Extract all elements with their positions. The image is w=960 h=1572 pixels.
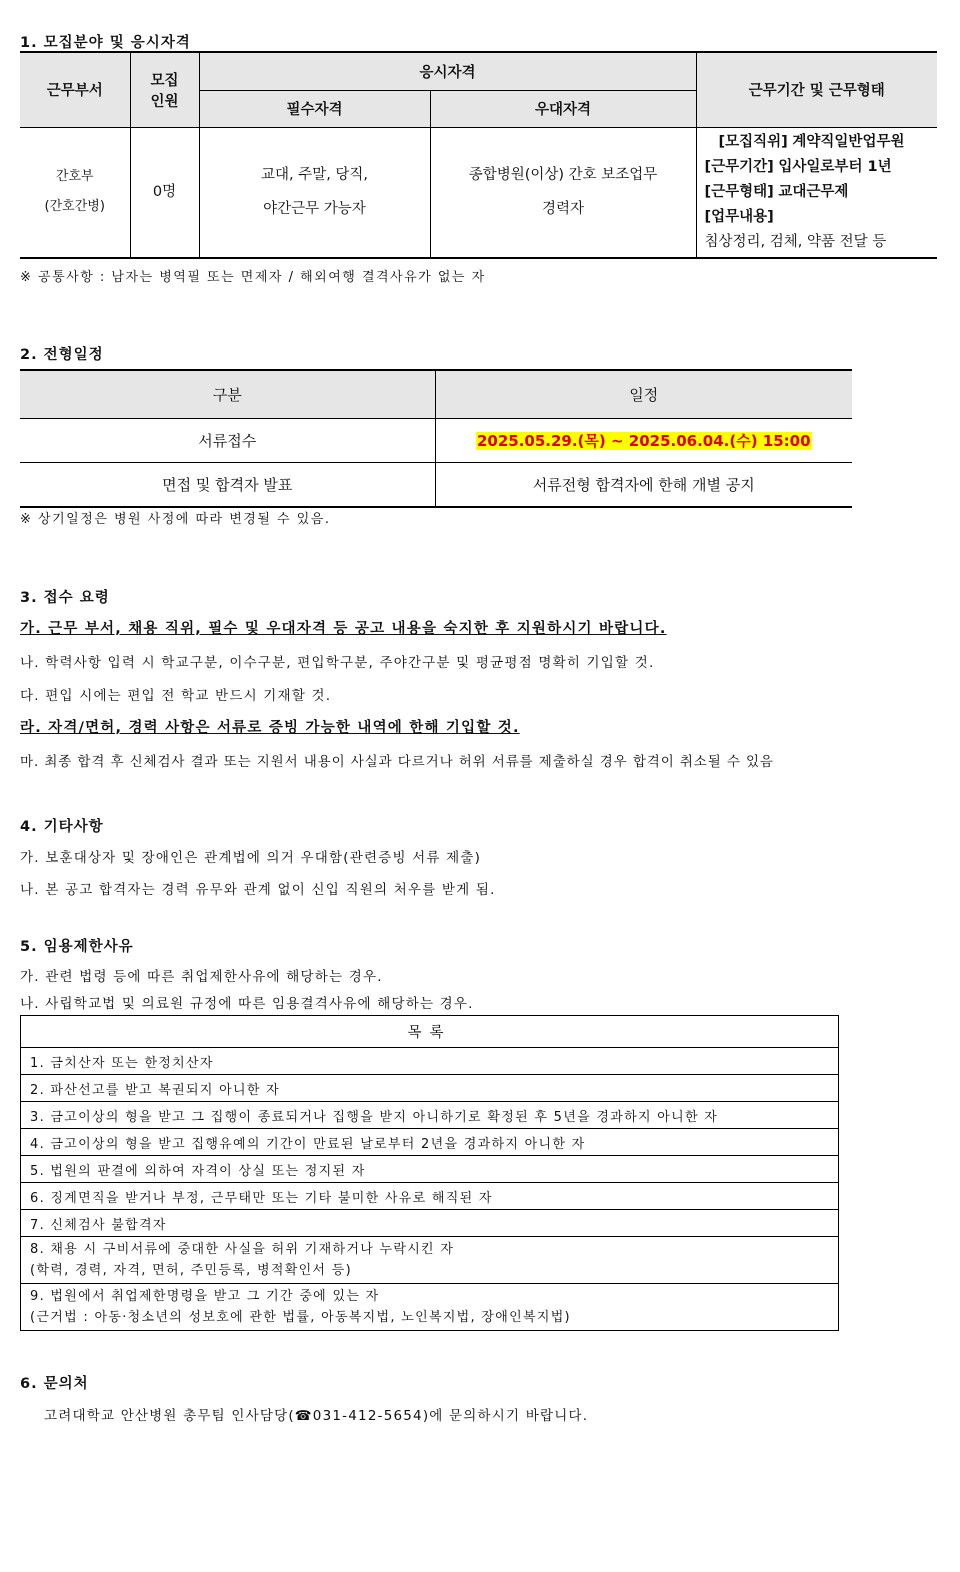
application-period: 2025.05.29.(목) ~ 2025.06.04.(수) 15:00: [476, 432, 811, 450]
apply-item-b: 나. 학력사항 입력 시 학교구분, 이수구분, 편입학구분, 주야간구분 및 평균평점 명확히 기입할 것.: [20, 655, 655, 671]
header-preferred: 우대자격: [430, 90, 696, 127]
apply-item-a: 가. 근무 부서, 채용 직위, 필수 및 우대자격 등 공고 내용을 숙지한 후 지원하시기 바랍니다.: [20, 621, 667, 637]
section-3-heading: 3. 접수 요령: [20, 590, 110, 606]
recruitment-table: [20, 51, 937, 259]
schedule-header-category: 구분: [20, 370, 435, 419]
section-2-heading: 2. 전형일정: [20, 347, 104, 363]
schedule-row2-date: 서류전형 합격자에 한해 개별 공지: [435, 463, 852, 508]
cell-preferred: 종합병원(이상) 간호 보조업무 경력자: [430, 127, 696, 258]
list-item: 2. 파산선고를 받고 복권되지 아니한 자: [21, 1075, 839, 1102]
section-5-heading: 5. 임용제한사유: [20, 939, 134, 955]
list-item: 4. 금고이상의 형을 받고 집행유예의 기간이 만료된 날로부터 2년을 경과하지 아니한 자: [21, 1129, 839, 1156]
section-6-heading: 6. 문의처: [20, 1376, 89, 1392]
apply-item-e: 마. 최종 합격 후 신체검사 결과 또는 지원서 내용이 사실과 다르거나 허위 서류를 제출하실 경우 합격이 취소될 수 있음: [20, 754, 774, 770]
disqualification-title: 목록: [21, 1016, 839, 1048]
cell-required: 교대, 주말, 당직, 야간근무 가능자: [199, 127, 430, 258]
schedule-header-date: 일정: [435, 370, 852, 419]
cell-term: [모집직위] 계약직일반업무원 [근무기간] 입사일로부터 1년 [근무형태] 교대근무제 [업무내용] 침상정리, 검체, 약품 전달 등: [696, 127, 937, 258]
header-count: 모집 인원: [130, 52, 199, 127]
etc-item-a: 가. 보훈대상자 및 장애인은 관계법에 의거 우대함(관련증빙 서류 제출): [20, 850, 482, 866]
section-1-heading: 1. 모집분야 및 응시자격: [20, 35, 191, 51]
list-item: 7. 신체검사 불합격자: [21, 1210, 839, 1237]
section-4-heading: 4. 기타사항: [20, 819, 104, 835]
list-item: 6. 징계면직을 받거나 부정, 근무태만 또는 기타 불미한 사유로 해직된 자: [21, 1183, 839, 1210]
schedule-row2-label: 면접 및 합격자 발표: [20, 463, 435, 508]
list-item: 8. 채용 시 구비서류에 중대한 사실을 허위 기재하거나 누락시킨 자 (학력, 경력, 자격, 면허, 주민등록, 병적확인서 등): [21, 1237, 839, 1284]
section-1-note: ※ 공통사항 : 남자는 병역필 또는 면제자 / 해외여행 결격사유가 없는 자: [20, 270, 486, 285]
header-dept: 근무부서: [20, 52, 130, 127]
list-item: 9. 법원에서 취업제한명령을 받고 그 기간 중에 있는 자 (근거법 : 아동·청소년의 성보호에 관한 법률, 아동복지법, 노인복지법, 장애인복지법): [21, 1284, 839, 1331]
header-qualification: 응시자격: [199, 52, 696, 90]
schedule-table: [20, 369, 852, 508]
section-2-note: ※ 상기일정은 병원 사정에 따라 변경될 수 있음.: [20, 512, 331, 527]
list-item: 5. 법원의 판결에 의하여 자격이 상실 또는 정지된 자: [21, 1156, 839, 1183]
list-item: 1. 금치산자 또는 한정치산자: [21, 1048, 839, 1075]
restrict-item-b: 나. 사립학교법 및 의료원 규정에 따른 임용결격사유에 해당하는 경우.: [20, 996, 474, 1012]
cell-dept: 간호부 (간호간병): [20, 127, 130, 258]
disqualification-table: [20, 1015, 839, 1331]
etc-item-b: 나. 본 공고 합격자는 경력 유무와 관계 없이 신입 직원의 처우를 받게 됨.: [20, 882, 496, 898]
schedule-row1-date: [435, 419, 852, 463]
restrict-item-a: 가. 관련 법령 등에 따른 취업제한사유에 해당하는 경우.: [20, 969, 383, 985]
apply-item-d: 라. 자격/면허, 경력 사항은 서류로 증빙 가능한 내역에 한해 기입할 것.: [20, 720, 520, 736]
header-term: 근무기간 및 근무형태: [696, 52, 937, 127]
list-item: 3. 금고이상의 형을 받고 그 집행이 종료되거나 집행을 받지 아니하기로 확정된 후 5년을 경과하지 아니한 자: [21, 1102, 839, 1129]
header-required: 필수자격: [199, 90, 430, 127]
contact-text: 고려대학교 안산병원 총무팀 인사담당(☎031-412-5654)에 문의하시기 바랍니다.: [44, 1408, 589, 1424]
schedule-row1-label: 서류접수: [20, 419, 435, 463]
apply-item-c: 다. 편입 시에는 편입 전 학교 반드시 기재할 것.: [20, 688, 332, 704]
cell-count: 0명: [130, 127, 199, 258]
